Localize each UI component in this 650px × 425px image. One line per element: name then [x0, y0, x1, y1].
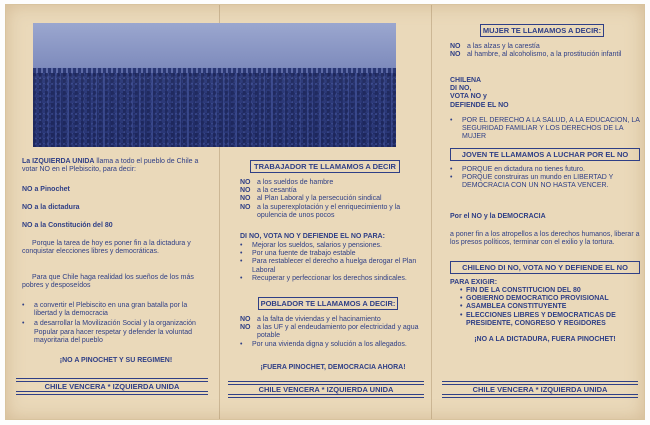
no-label: NO	[240, 195, 251, 203]
defiende-no-label: DEFIENDE EL NO	[450, 101, 509, 109]
list-item: a la falta de viviendas y el hacinamiento	[257, 316, 381, 323]
list-item: Por una fuente de trabajo estable	[252, 250, 356, 258]
bullet-icon: •	[460, 295, 463, 303]
no-pinochet: NO a Pinochet	[22, 186, 70, 193]
bullet-list	[450, 166, 640, 191]
heading-trabajador: TRABAJADOR TE LLAMAMOS A DECIR	[250, 160, 400, 173]
list-item: PORQUE construiras un mundo en LIBERTAD Y DEMOCRACIA CON UN NO HASTA VENCER.	[462, 174, 614, 190]
leaflet-paper	[5, 4, 645, 420]
bullet-list	[22, 302, 208, 345]
panel-middle	[222, 5, 428, 419]
list-item: a desarrollar la Movilización Social y la organización Popular para hacer respetar y defender la voluntad mayoritaria del pueblo	[34, 320, 196, 344]
bullet-icon: •	[460, 303, 463, 311]
fold-line	[431, 5, 432, 419]
bullet-icon: •	[22, 302, 25, 309]
panel-right	[434, 5, 644, 419]
footer-text: CHILE VENCERA * IZQUIERDA UNIDA	[472, 385, 608, 394]
bullet-icon: •	[460, 311, 463, 319]
para-exigir-label: PARA EXIGIR:	[450, 279, 498, 286]
list-item: a la superexplotación y el enriquecimiento y la opulencia de unos pocos	[257, 203, 401, 219]
paragraph-derechos: a poner fin a los atropellos a los derechos humanos, liberar a los presos políticos, terminar con el exilio y la tortura.	[450, 231, 640, 247]
slogan: ¡FUERA PINOCHET, DEMOCRACIA AHORA!	[260, 364, 406, 371]
intro-text	[22, 158, 208, 179]
footer-text: CHILE VENCERA * IZQUIERDA UNIDA	[44, 382, 180, 391]
no-label: NO	[240, 187, 251, 195]
bullet-icon: •	[240, 274, 243, 282]
list-item: al hambre, al alcoholismo, a la prostitución infantil	[467, 51, 622, 59]
no-constitucion: NO a la Constitución del 80	[22, 222, 113, 229]
paragraph-tarea: Porque la tarea de hoy es poner fin a la dictadura y conquistar elecciones libres y democráticas.	[22, 240, 191, 256]
no-label: NO	[450, 51, 461, 59]
no-label: NO	[240, 203, 251, 211]
izquierda-unida-label: La IZQUIERDA UNIDA	[22, 158, 95, 165]
list-item: POR EL DERECHO A LA SALUD, A LA EDUCACION, LA SEGURIDAD FAMILIAR Y LOS DERECHOS DE LA MUJER	[462, 117, 640, 141]
vota-no-label: VOTA NO y	[450, 93, 487, 101]
no-list-mujer	[450, 43, 640, 59]
list-item: Mejorar los sueldos, salarios y pensiones.	[252, 242, 382, 249]
list-item: ASAMBLEA CONSTITUYENTE	[466, 303, 567, 311]
intro-paragraph: llama a todo el pueblo de Chile a votar NO en el Plebiscito, para decir:	[22, 158, 199, 174]
list-item: Recuperar y perfeccionar los derechos sindicales.	[252, 274, 407, 282]
list-item: PORQUE en dictadura no tienes futuro.	[462, 166, 585, 173]
vota-no-heading: DI NO, VOTA NO Y DEFIENDE EL NO PARA:	[240, 233, 385, 240]
no-label: NO	[240, 179, 251, 186]
slogan: ¡NO A PINOCHET Y SU REGIMEN!	[59, 357, 173, 364]
chilena-label: CHILENA	[450, 77, 482, 84]
di-no-label: DI NO,	[450, 85, 472, 93]
bullet-icon: •	[240, 340, 243, 348]
heading-poblador: POBLADOR TE LLAMAMOS A DECIR:	[258, 297, 398, 310]
bullet-icon: •	[450, 117, 453, 124]
list-item: al Plan Laboral y la persecución sindical	[257, 195, 382, 203]
list-item: a la cesantía	[257, 187, 297, 195]
no-list-poblador	[240, 316, 426, 349]
bullet-icon: •	[450, 174, 453, 182]
list-item: GOBIERNO DEMOCRATICO PROVISIONAL	[466, 295, 609, 303]
bullet-icon: •	[240, 258, 243, 266]
no-label: NO	[240, 324, 251, 332]
heading-chileno: CHILENO DI NO, VOTA NO Y DEFIENDE EL NO	[450, 261, 640, 274]
panel-left	[6, 5, 216, 419]
paragraph-suenos: Para que Chile haga realidad los sueños de los más pobres y desposeídos	[22, 274, 194, 290]
list-item: a los sueldos de hambre	[257, 179, 334, 186]
bullet-icon: •	[460, 287, 463, 294]
heading-joven: JOVEN TE LLAMAMOS A LUCHAR POR EL NO	[450, 148, 640, 161]
chilena-block	[450, 77, 509, 110]
list-item: a las alzas y la carestía	[467, 43, 540, 50]
no-list	[240, 179, 426, 220]
por-el-no-label: Por el NO y la DEMOCRACIA	[450, 213, 546, 220]
no-dictadura: NO a la dictadura	[22, 204, 80, 211]
bullet-icon: •	[450, 166, 453, 173]
footer-text: CHILE VENCERA * IZQUIERDA UNIDA	[258, 385, 394, 394]
slogan: ¡NO A LA DICTADURA, FUERA PINOCHET!	[474, 336, 616, 343]
bullet-icon: •	[22, 320, 25, 328]
bullet-list	[450, 117, 640, 142]
bullet-icon: •	[240, 250, 243, 258]
no-label: NO	[450, 43, 461, 50]
heading-mujer: MUJER TE LLAMAMOS A DECIR:	[480, 24, 604, 37]
bullet-icon: •	[240, 242, 243, 249]
exigir-list	[460, 287, 640, 328]
no-label: NO	[240, 316, 251, 323]
list-item: ELECCIONES LIBRES Y DEMOCRATICAS DE PRESIDENTE, CONGRESO Y REGIDORES	[466, 311, 616, 327]
list-item: a convertir el Plebiscito en una gran batalla por la libertad y la democracia	[34, 302, 188, 318]
list-item: Para restablecer el derecho a huelga derogar el Plan Laboral	[252, 258, 417, 274]
list-item: Por una vivienda digna y solución a los allegados.	[252, 340, 407, 348]
list-item: FIN DE LA CONSTITUCION DEL 80	[466, 287, 581, 294]
list-item: a las UF y al endeudamiento por electricidad y agua potable	[257, 324, 419, 340]
bullet-list	[240, 242, 426, 283]
